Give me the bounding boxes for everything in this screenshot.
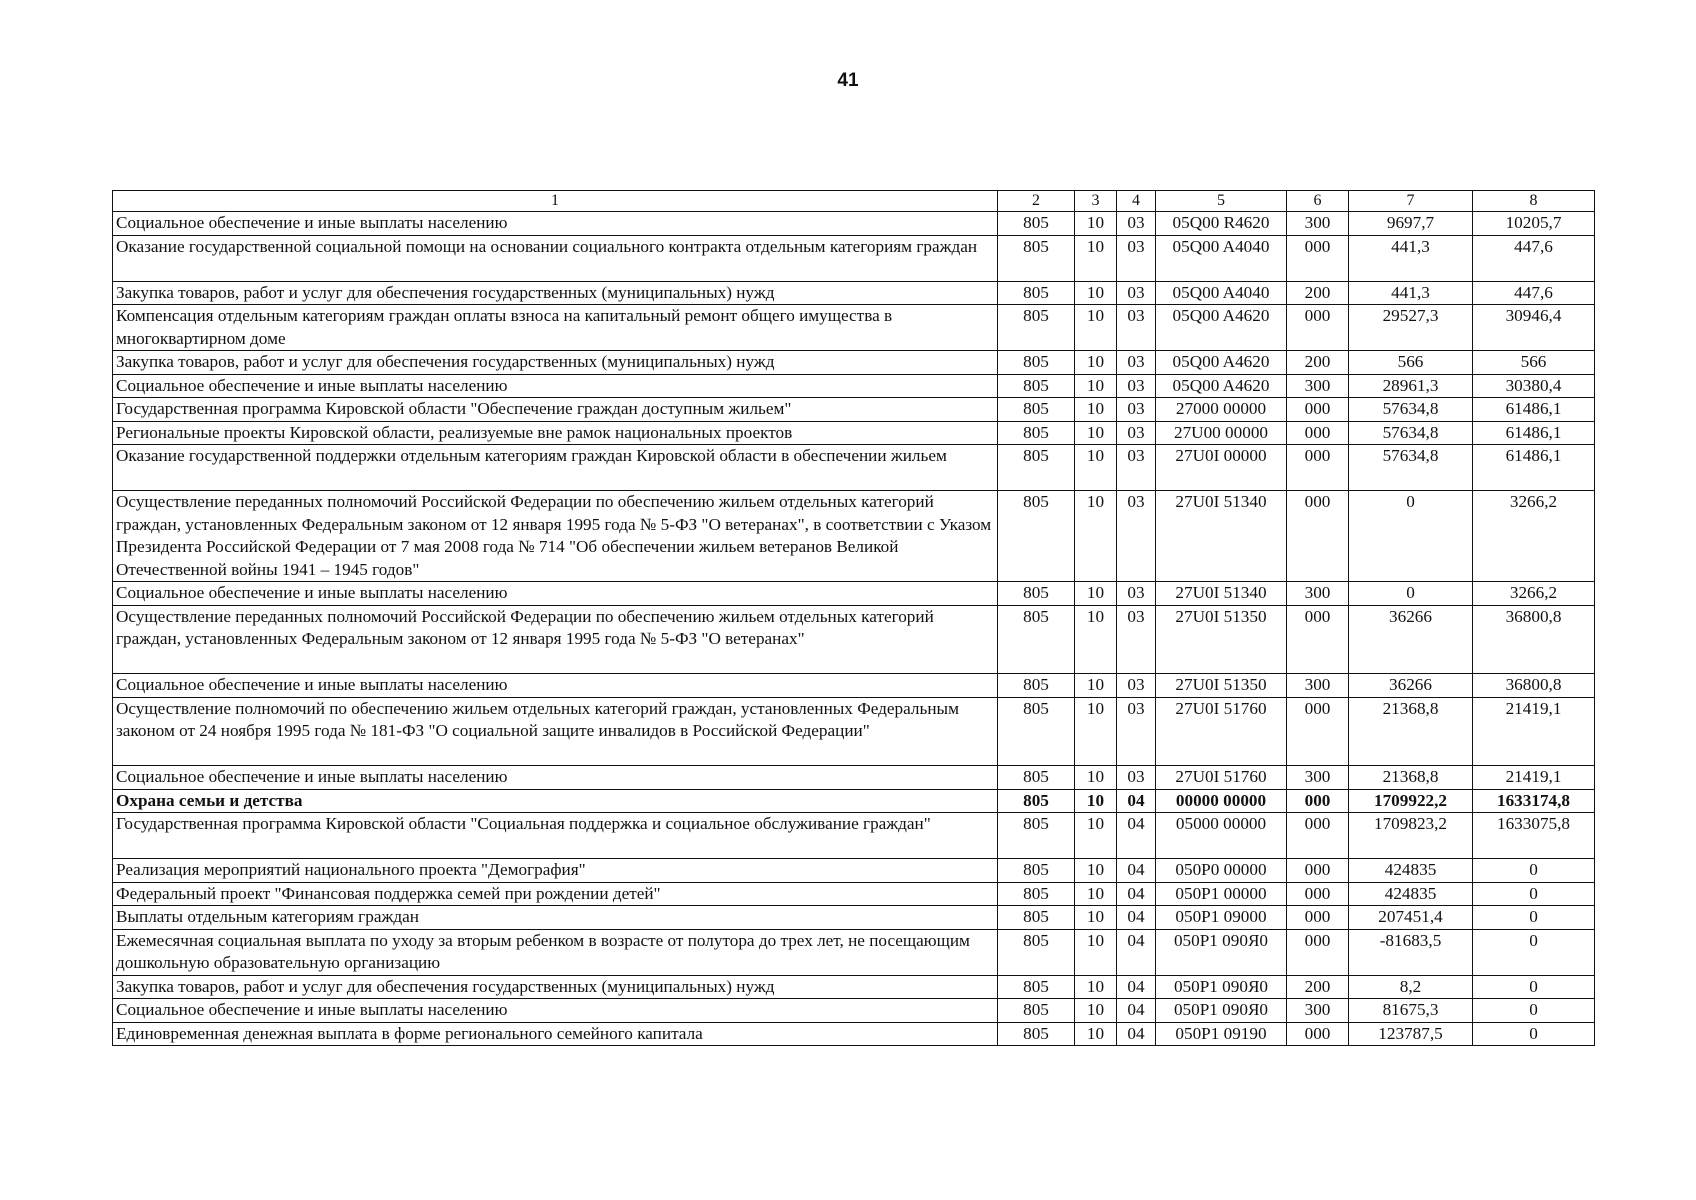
- amount-year2-cell: 61486,1: [1473, 445, 1595, 491]
- expense-type-cell: 200: [1287, 975, 1349, 999]
- item-name-cell: Ежемесячная социальная выплата по уходу за вторым ребенком в возрасте от полутора до трех лет, не посещающим дошкольную образовательную организацию: [113, 929, 998, 975]
- table-row: [113, 1022, 1595, 1046]
- table-row: [113, 491, 1595, 582]
- section-code-cell: 10: [1075, 975, 1117, 999]
- header-row: [113, 191, 1595, 212]
- target-article-cell: 050P1 090Я0: [1156, 929, 1287, 975]
- budget-table: [112, 190, 1595, 1046]
- expense-type-cell: 000: [1287, 305, 1349, 351]
- expense-type-cell: 300: [1287, 374, 1349, 398]
- amount-year1-cell: 0: [1349, 491, 1473, 582]
- item-name-cell: Оказание государственной социальной помощи на основании социального контракта отдельным категориям граждан: [113, 235, 998, 281]
- expense-type-cell: 200: [1287, 351, 1349, 375]
- table-row: [113, 212, 1595, 236]
- table-row: [113, 235, 1595, 281]
- section-code-cell: 10: [1075, 999, 1117, 1023]
- item-name-cell: Социальное обеспечение и иные выплаты населению: [113, 766, 998, 790]
- expense-type-cell: 300: [1287, 674, 1349, 698]
- amount-year1-cell: 57634,8: [1349, 398, 1473, 422]
- item-name-cell: Осуществление переданных полномочий Российской Федерации по обеспечению жильем отдельных категорий граждан, установленных Федеральным законом от 12 января 1995 года № 5-ФЗ "О ветеранах": [113, 605, 998, 674]
- amount-year2-cell: 36800,8: [1473, 605, 1595, 674]
- subsection-code-cell: 04: [1117, 929, 1156, 975]
- subsection-code-cell: 03: [1117, 305, 1156, 351]
- target-article-cell: 27U0I 51340: [1156, 491, 1287, 582]
- ministry-code-cell: 805: [998, 491, 1075, 582]
- amount-year1-cell: -81683,5: [1349, 929, 1473, 975]
- subsection-code-cell: 04: [1117, 906, 1156, 930]
- table-row: [113, 374, 1595, 398]
- subsection-code-cell: 04: [1117, 813, 1156, 859]
- section-code-cell: 10: [1075, 281, 1117, 305]
- amount-year1-cell: 21368,8: [1349, 766, 1473, 790]
- amount-year2-cell: 3266,2: [1473, 491, 1595, 582]
- section-code-cell: 10: [1075, 445, 1117, 491]
- subsection-code-cell: 03: [1117, 605, 1156, 674]
- table-row: [113, 929, 1595, 975]
- target-article-cell: 050P1 090Я0: [1156, 999, 1287, 1023]
- item-name-cell: Социальное обеспечение и иные выплаты населению: [113, 374, 998, 398]
- section-code-cell: 10: [1075, 674, 1117, 698]
- amount-year1-cell: 1709922,2: [1349, 789, 1473, 813]
- expense-type-cell: 300: [1287, 582, 1349, 606]
- section-code-cell: 10: [1075, 235, 1117, 281]
- subsection-code-cell: 03: [1117, 212, 1156, 236]
- amount-year1-cell: 57634,8: [1349, 445, 1473, 491]
- item-name-cell: Выплаты отдельным категориям граждан: [113, 906, 998, 930]
- table-row: [113, 281, 1595, 305]
- item-name-cell: Оказание государственной поддержки отдельным категориям граждан Кировской области в обеспечении жильем: [113, 445, 998, 491]
- expense-type-cell: 000: [1287, 421, 1349, 445]
- item-name-cell: Единовременная денежная выплата в форме регионального семейного капитала: [113, 1022, 998, 1046]
- target-article-cell: 050P0 00000: [1156, 859, 1287, 883]
- subsection-code-cell: 03: [1117, 235, 1156, 281]
- header-cell: 6: [1287, 191, 1349, 212]
- section-code-cell: 10: [1075, 1022, 1117, 1046]
- expense-type-cell: 000: [1287, 445, 1349, 491]
- subsection-code-cell: 04: [1117, 859, 1156, 883]
- item-name-cell: Охрана семьи и детства: [113, 789, 998, 813]
- expense-type-cell: 000: [1287, 906, 1349, 930]
- target-article-cell: 05Q00 R4620: [1156, 212, 1287, 236]
- table-row: [113, 813, 1595, 859]
- item-name-cell: Социальное обеспечение и иные выплаты населению: [113, 582, 998, 606]
- expense-type-cell: 000: [1287, 859, 1349, 883]
- amount-year2-cell: 0: [1473, 906, 1595, 930]
- section-code-cell: 10: [1075, 882, 1117, 906]
- amount-year2-cell: 0: [1473, 859, 1595, 883]
- ministry-code-cell: 805: [998, 882, 1075, 906]
- table-row: [113, 906, 1595, 930]
- section-code-cell: 10: [1075, 351, 1117, 375]
- target-article-cell: 050P1 090Я0: [1156, 975, 1287, 999]
- table-row: [113, 999, 1595, 1023]
- ministry-code-cell: 805: [998, 582, 1075, 606]
- amount-year2-cell: 61486,1: [1473, 421, 1595, 445]
- table-row: [113, 398, 1595, 422]
- item-name-cell: Государственная программа Кировской области "Социальная поддержка и социальное обслуживание граждан": [113, 813, 998, 859]
- target-article-cell: 050P1 09190: [1156, 1022, 1287, 1046]
- target-article-cell: 00000 00000: [1156, 789, 1287, 813]
- subsection-code-cell: 03: [1117, 491, 1156, 582]
- target-article-cell: 05Q00 A4620: [1156, 351, 1287, 375]
- section-code-cell: 10: [1075, 582, 1117, 606]
- item-name-cell: Реализация мероприятий национального проекта "Демография": [113, 859, 998, 883]
- target-article-cell: 05Q00 A4040: [1156, 235, 1287, 281]
- header-cell: 5: [1156, 191, 1287, 212]
- ministry-code-cell: 805: [998, 929, 1075, 975]
- ministry-code-cell: 805: [998, 789, 1075, 813]
- subsection-code-cell: 03: [1117, 351, 1156, 375]
- table-row: [113, 305, 1595, 351]
- expense-type-cell: 300: [1287, 766, 1349, 790]
- amount-year2-cell: 21419,1: [1473, 766, 1595, 790]
- ministry-code-cell: 805: [998, 859, 1075, 883]
- table-row: [113, 582, 1595, 606]
- header-cell: 7: [1349, 191, 1473, 212]
- section-code-cell: 10: [1075, 398, 1117, 422]
- subsection-code-cell: 03: [1117, 445, 1156, 491]
- item-name-cell: Компенсация отдельным категориям граждан оплаты взноса на капитальный ремонт общего имущества в многоквартирном доме: [113, 305, 998, 351]
- target-article-cell: 27U00 00000: [1156, 421, 1287, 445]
- expense-type-cell: 000: [1287, 605, 1349, 674]
- amount-year1-cell: 441,3: [1349, 281, 1473, 305]
- expense-type-cell: 000: [1287, 929, 1349, 975]
- amount-year2-cell: 447,6: [1473, 235, 1595, 281]
- amount-year2-cell: 30380,4: [1473, 374, 1595, 398]
- expense-type-cell: 300: [1287, 212, 1349, 236]
- target-article-cell: 05000 00000: [1156, 813, 1287, 859]
- header-cell: 4: [1117, 191, 1156, 212]
- table-row: [113, 421, 1595, 445]
- subsection-code-cell: 03: [1117, 421, 1156, 445]
- section-code-cell: 10: [1075, 929, 1117, 975]
- amount-year2-cell: 36800,8: [1473, 674, 1595, 698]
- table-row: [113, 351, 1595, 375]
- page-number: 41: [837, 70, 859, 91]
- item-name-cell: Закупка товаров, работ и услуг для обеспечения государственных (муниципальных) нужд: [113, 351, 998, 375]
- subsection-code-cell: 04: [1117, 999, 1156, 1023]
- item-name-cell: Закупка товаров, работ и услуг для обеспечения государственных (муниципальных) нужд: [113, 975, 998, 999]
- target-article-cell: 27U0I 51760: [1156, 766, 1287, 790]
- ministry-code-cell: 805: [998, 281, 1075, 305]
- amount-year2-cell: 0: [1473, 882, 1595, 906]
- target-article-cell: 050P1 09000: [1156, 906, 1287, 930]
- amount-year2-cell: 447,6: [1473, 281, 1595, 305]
- subsection-code-cell: 03: [1117, 374, 1156, 398]
- ministry-code-cell: 805: [998, 421, 1075, 445]
- amount-year1-cell: 441,3: [1349, 235, 1473, 281]
- target-article-cell: 05Q00 A4620: [1156, 305, 1287, 351]
- section-code-cell: 10: [1075, 906, 1117, 930]
- amount-year2-cell: 0: [1473, 929, 1595, 975]
- section-code-cell: 10: [1075, 789, 1117, 813]
- table-row: [113, 766, 1595, 790]
- expense-type-cell: 000: [1287, 697, 1349, 766]
- amount-year2-cell: 0: [1473, 1022, 1595, 1046]
- target-article-cell: 050P1 00000: [1156, 882, 1287, 906]
- amount-year2-cell: 566: [1473, 351, 1595, 375]
- subsection-code-cell: 03: [1117, 766, 1156, 790]
- amount-year2-cell: 21419,1: [1473, 697, 1595, 766]
- expense-type-cell: 000: [1287, 235, 1349, 281]
- ministry-code-cell: 805: [998, 766, 1075, 790]
- subsection-code-cell: 03: [1117, 281, 1156, 305]
- amount-year1-cell: 28961,3: [1349, 374, 1473, 398]
- target-article-cell: 05Q00 A4040: [1156, 281, 1287, 305]
- ministry-code-cell: 805: [998, 351, 1075, 375]
- amount-year1-cell: 81675,3: [1349, 999, 1473, 1023]
- section-code-cell: 10: [1075, 491, 1117, 582]
- ministry-code-cell: 805: [998, 235, 1075, 281]
- expense-type-cell: 000: [1287, 398, 1349, 422]
- section-code-cell: 10: [1075, 374, 1117, 398]
- item-name-cell: Осуществление переданных полномочий Российской Федерации по обеспечению жильем отдельных категорий граждан, установленных Федеральным законом от 12 января 1995 года № 5-ФЗ "О ветеранах", в соответствии с Указом Президента Российской Федерации от 7 мая 2008 года № 714 "Об обеспечении жильем ветеранов Великой Отечественной войны 1941 – 1945 годов": [113, 491, 998, 582]
- header-cell: 8: [1473, 191, 1595, 212]
- item-name-cell: Социальное обеспечение и иные выплаты населению: [113, 999, 998, 1023]
- item-name-cell: Закупка товаров, работ и услуг для обеспечения государственных (муниципальных) нужд: [113, 281, 998, 305]
- ministry-code-cell: 805: [998, 605, 1075, 674]
- item-name-cell: Региональные проекты Кировской области, реализуемые вне рамок национальных проектов: [113, 421, 998, 445]
- section-code-cell: 10: [1075, 859, 1117, 883]
- ministry-code-cell: 805: [998, 445, 1075, 491]
- amount-year1-cell: 21368,8: [1349, 697, 1473, 766]
- header-cell: 3: [1075, 191, 1117, 212]
- section-code-cell: 10: [1075, 212, 1117, 236]
- expense-type-cell: 000: [1287, 813, 1349, 859]
- amount-year2-cell: 1633174,8: [1473, 789, 1595, 813]
- amount-year2-cell: 61486,1: [1473, 398, 1595, 422]
- expense-type-cell: 000: [1287, 491, 1349, 582]
- target-article-cell: 27U0I 51350: [1156, 605, 1287, 674]
- subsection-code-cell: 04: [1117, 789, 1156, 813]
- section-code-cell: 10: [1075, 605, 1117, 674]
- amount-year2-cell: 0: [1473, 975, 1595, 999]
- header-cell: 1: [113, 191, 998, 212]
- ministry-code-cell: 805: [998, 975, 1075, 999]
- target-article-cell: 27000 00000: [1156, 398, 1287, 422]
- expense-type-cell: 000: [1287, 789, 1349, 813]
- subsection-code-cell: 03: [1117, 398, 1156, 422]
- ministry-code-cell: 805: [998, 374, 1075, 398]
- table-row: [113, 445, 1595, 491]
- section-code-cell: 10: [1075, 766, 1117, 790]
- amount-year1-cell: 8,2: [1349, 975, 1473, 999]
- table-row: [113, 859, 1595, 883]
- target-article-cell: 27U0I 51760: [1156, 697, 1287, 766]
- ministry-code-cell: 805: [998, 212, 1075, 236]
- amount-year1-cell: 424835: [1349, 859, 1473, 883]
- table-body: [113, 212, 1595, 1046]
- target-article-cell: 27U0I 00000: [1156, 445, 1287, 491]
- ministry-code-cell: 805: [998, 398, 1075, 422]
- amount-year2-cell: 3266,2: [1473, 582, 1595, 606]
- table-row: [113, 975, 1595, 999]
- amount-year1-cell: 57634,8: [1349, 421, 1473, 445]
- table-row: [113, 674, 1595, 698]
- amount-year1-cell: 36266: [1349, 605, 1473, 674]
- target-article-cell: 27U0I 51340: [1156, 582, 1287, 606]
- header-cell: 2: [998, 191, 1075, 212]
- target-article-cell: 27U0I 51350: [1156, 674, 1287, 698]
- amount-year1-cell: 424835: [1349, 882, 1473, 906]
- ministry-code-cell: 805: [998, 697, 1075, 766]
- amount-year1-cell: 123787,5: [1349, 1022, 1473, 1046]
- subsection-code-cell: 04: [1117, 975, 1156, 999]
- section-code-cell: 10: [1075, 421, 1117, 445]
- amount-year1-cell: 0: [1349, 582, 1473, 606]
- expense-type-cell: 200: [1287, 281, 1349, 305]
- amount-year1-cell: 36266: [1349, 674, 1473, 698]
- subsection-code-cell: 04: [1117, 1022, 1156, 1046]
- table-row: [113, 697, 1595, 766]
- expense-type-cell: 000: [1287, 882, 1349, 906]
- target-article-cell: 05Q00 A4620: [1156, 374, 1287, 398]
- expense-type-cell: 300: [1287, 999, 1349, 1023]
- subsection-code-cell: 03: [1117, 674, 1156, 698]
- amount-year1-cell: 566: [1349, 351, 1473, 375]
- section-code-cell: 10: [1075, 813, 1117, 859]
- section-code-cell: 10: [1075, 697, 1117, 766]
- expense-type-cell: 000: [1287, 1022, 1349, 1046]
- amount-year1-cell: 29527,3: [1349, 305, 1473, 351]
- amount-year2-cell: 10205,7: [1473, 212, 1595, 236]
- amount-year2-cell: 30946,4: [1473, 305, 1595, 351]
- section-code-cell: 10: [1075, 305, 1117, 351]
- amount-year1-cell: 207451,4: [1349, 906, 1473, 930]
- ministry-code-cell: 805: [998, 813, 1075, 859]
- amount-year1-cell: 1709823,2: [1349, 813, 1473, 859]
- ministry-code-cell: 805: [998, 1022, 1075, 1046]
- ministry-code-cell: 805: [998, 906, 1075, 930]
- amount-year2-cell: 1633075,8: [1473, 813, 1595, 859]
- ministry-code-cell: 805: [998, 674, 1075, 698]
- subsection-code-cell: 03: [1117, 697, 1156, 766]
- table-row: [113, 882, 1595, 906]
- amount-year1-cell: 9697,7: [1349, 212, 1473, 236]
- item-name-cell: Социальное обеспечение и иные выплаты населению: [113, 674, 998, 698]
- item-name-cell: Осуществление полномочий по обеспечению жильем отдельных категорий граждан, установленных Федеральным законом от 24 ноября 1995 года № 181-ФЗ "О социальной защите инвалидов в Российской Федерации": [113, 697, 998, 766]
- item-name-cell: Государственная программа Кировской области "Обеспечение граждан доступным жильем": [113, 398, 998, 422]
- ministry-code-cell: 805: [998, 999, 1075, 1023]
- subsection-code-cell: 03: [1117, 582, 1156, 606]
- item-name-cell: Социальное обеспечение и иные выплаты населению: [113, 212, 998, 236]
- table-row: [113, 605, 1595, 674]
- table-row: [113, 789, 1595, 813]
- item-name-cell: Федеральный проект "Финансовая поддержка семей при рождении детей": [113, 882, 998, 906]
- subsection-code-cell: 04: [1117, 882, 1156, 906]
- ministry-code-cell: 805: [998, 305, 1075, 351]
- amount-year2-cell: 0: [1473, 999, 1595, 1023]
